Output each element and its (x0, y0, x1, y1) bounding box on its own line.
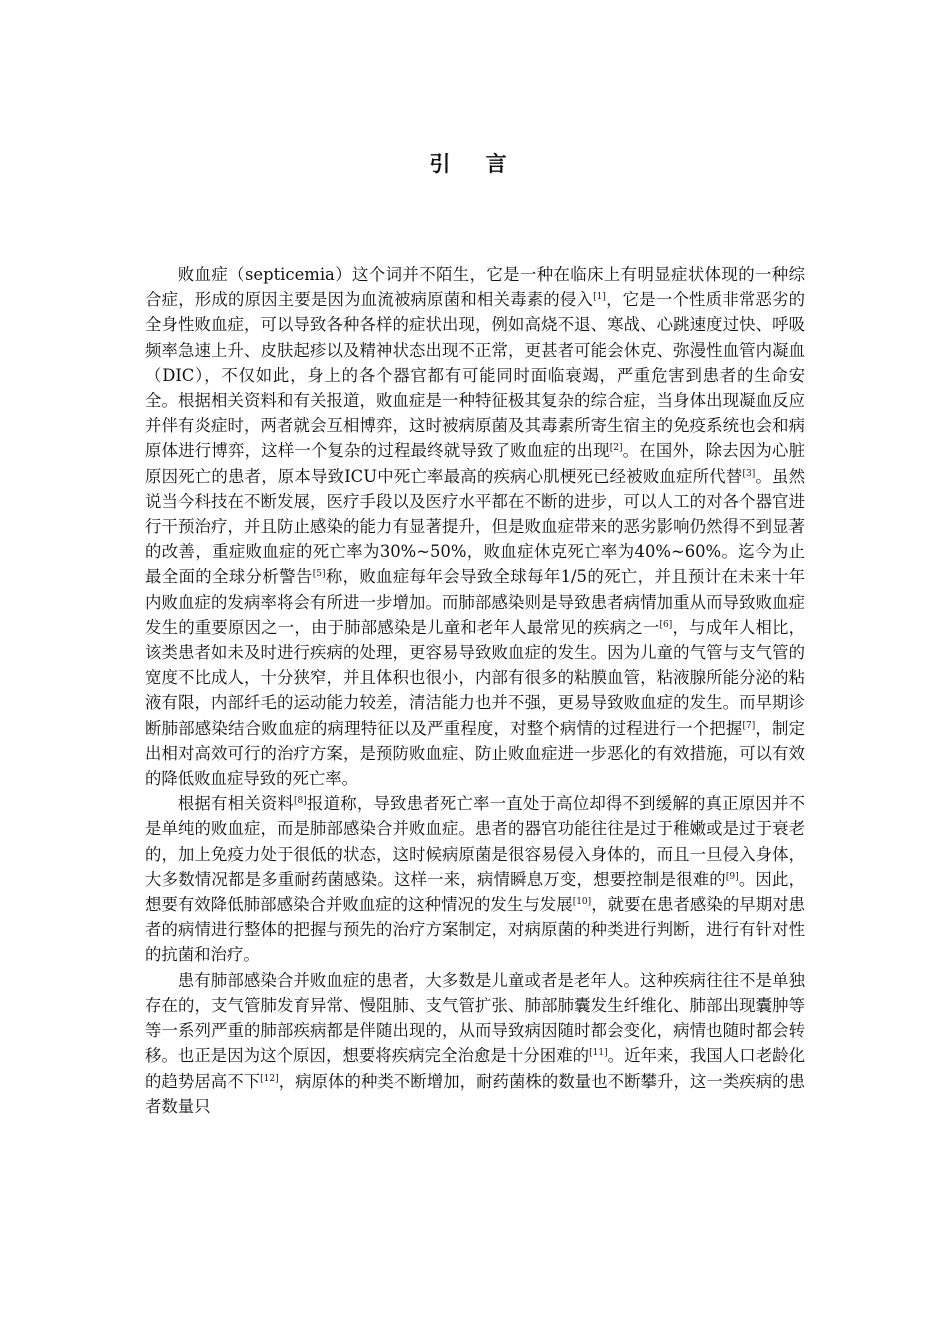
page-title: 引 言 (429, 152, 521, 176)
text-segment: ，它是一个性质非常恶劣的全身性败血症，可以导致各种各样的症状出现，例如高烧不退、寒战、心跳速度过快、呼吸频率急速上升、皮肤起疹以及精神状态出现不正常，更甚者可能会休克、弥漫性血管内凝血（DIC），不仅如此，身上的各个器官都有可能同时面临衰竭，严重危害到患者的生命安全。根据相关资料和有关报道，败血症是一种特征极其复杂的综合症，当身体出现凝血反应并伴有炎症时，两者就会互相博弈，这时被病原菌及其毒素所寄生宿主的免疫系统也会和病原体进行博弈，这样一个复杂的过程最终就导致了败血症的出现 (145, 290, 806, 461)
citation: [5] (312, 569, 326, 580)
body-text (145, 262, 805, 1119)
text-segment: 称，败血症每年会导致全球每年1/5的死亡，并且预计在未来十年内败血症的发病率将会有所进一步增加。而肺部感染则是导致患者病情加重从而导致败血症发生的重要原因之一，由于肺部感染是儿童和老年人最常见的疾病之一 (145, 567, 805, 637)
text-segment: 败血症（septicemia）这个词并不陌生，它是一种在临床上有明显症状体现的一种综合症，形成的原因主要是因为血流被病原菌和相关毒素的侵入 (145, 265, 805, 310)
text-segment: 患有肺部感染合并败血症的患者，大多数是儿童或者是老年人。这种疾病往往不是单独存在的，支气管肺发育异常、慢阻肺、支气管扩张、肺部肺囊发生纤维化、肺部出现囊肿等等一系列严重的肺部疾病都是伴随出现的，从而导致病因随时都会变化，病情也随时都会转移。也正是因为这个原因，想要将疾病完全治愈是十分困难的 (145, 970, 805, 1066)
text-segment: ，与成年人相比，该类患者如未及时进行疾病的处理，更容易导致败血症的发生。因为儿童的气管与支气管的宽度不比成人，十分狭窄，并且体积也很小，内部有很多的粘膜血管，粘液腺所能分泌的粘液有限，内部纤毛的运动能力较差，清洁能力也并不强，更易导致败血症的发生。而早期诊断肺部感染结合败血症的病理特征以及严重程度，对整个病情的过程进行一个把握 (145, 617, 806, 738)
citation: [9] (725, 871, 739, 882)
citation: [11] (589, 1048, 608, 1059)
citation: [8] (294, 796, 307, 807)
citation: [7] (742, 720, 756, 731)
text-segment: 。虽然说当今科技在不断发展，医疗手段以及医疗水平都在不断的进步，可以人工的对各个器官进行干预治疗，并且防止感染的能力有显著提升，但是败血症带来的恶劣影响仍然得不到显著的改善，重症败血症的死亡率为30%~50%，败血症休克死亡率为40%~60%。迄今为止最全面的全球分析警告 (145, 466, 806, 587)
text-segment: ，病原体的种类不断增加，耐药菌株的数量也不断攀升，这一类疾病的患者数量只 (145, 1071, 806, 1116)
text-segment: 。近年来，我国人口老龄化的趋势居高不下 (145, 1046, 805, 1091)
citation: [3] (742, 468, 756, 479)
paragraph-3 (145, 968, 805, 1119)
text-segment: 。因此，想要有效降低肺部感染合并败血症的这种情况的发生与发展 (145, 869, 806, 915)
paragraph-2 (145, 791, 805, 967)
citation: [2] (609, 443, 623, 454)
citation: [12] (260, 1073, 279, 1084)
citation: [6] (659, 619, 673, 630)
text-segment: 报道称，导致患者死亡率一直处于高位却得不到缓解的真正原因并不是单纯的败血症，而是肺部感染合并败血症。患者的器官功能往往是过于稚嫩或是过于衰老的，加上免疫力处于很低的状态，这时候病原菌是很容易侵入身体的，而且一旦侵入身体，大多数情况都是多重耐药菌感染。这样一来，病情瞬息万变，想要控制是很难的 (145, 794, 806, 889)
citation: [1] (593, 292, 606, 303)
paragraph-1 (145, 262, 805, 791)
text-segment: ，制定出相对高效可行的治疗方案，是预防败血症、防止败血症进一步恶化的有效措施，可以有效的降低败血症导致的死亡率。 (145, 718, 806, 789)
citation: [10] (572, 897, 592, 908)
text-segment: 根据有相关资料 (177, 794, 295, 814)
text-segment: ，就要在患者感染的早期对患者的病情进行整体的把握与预先的治疗方案制定，对病原菌的种类进行判断，进行有针对性的抗菌和治疗。 (145, 895, 806, 965)
text-segment: 。在国外，除去因为心脏原因死亡的患者，原本导致ICU中死亡率最高的疾病心肌梗死已经被败血症所代替 (145, 441, 806, 486)
